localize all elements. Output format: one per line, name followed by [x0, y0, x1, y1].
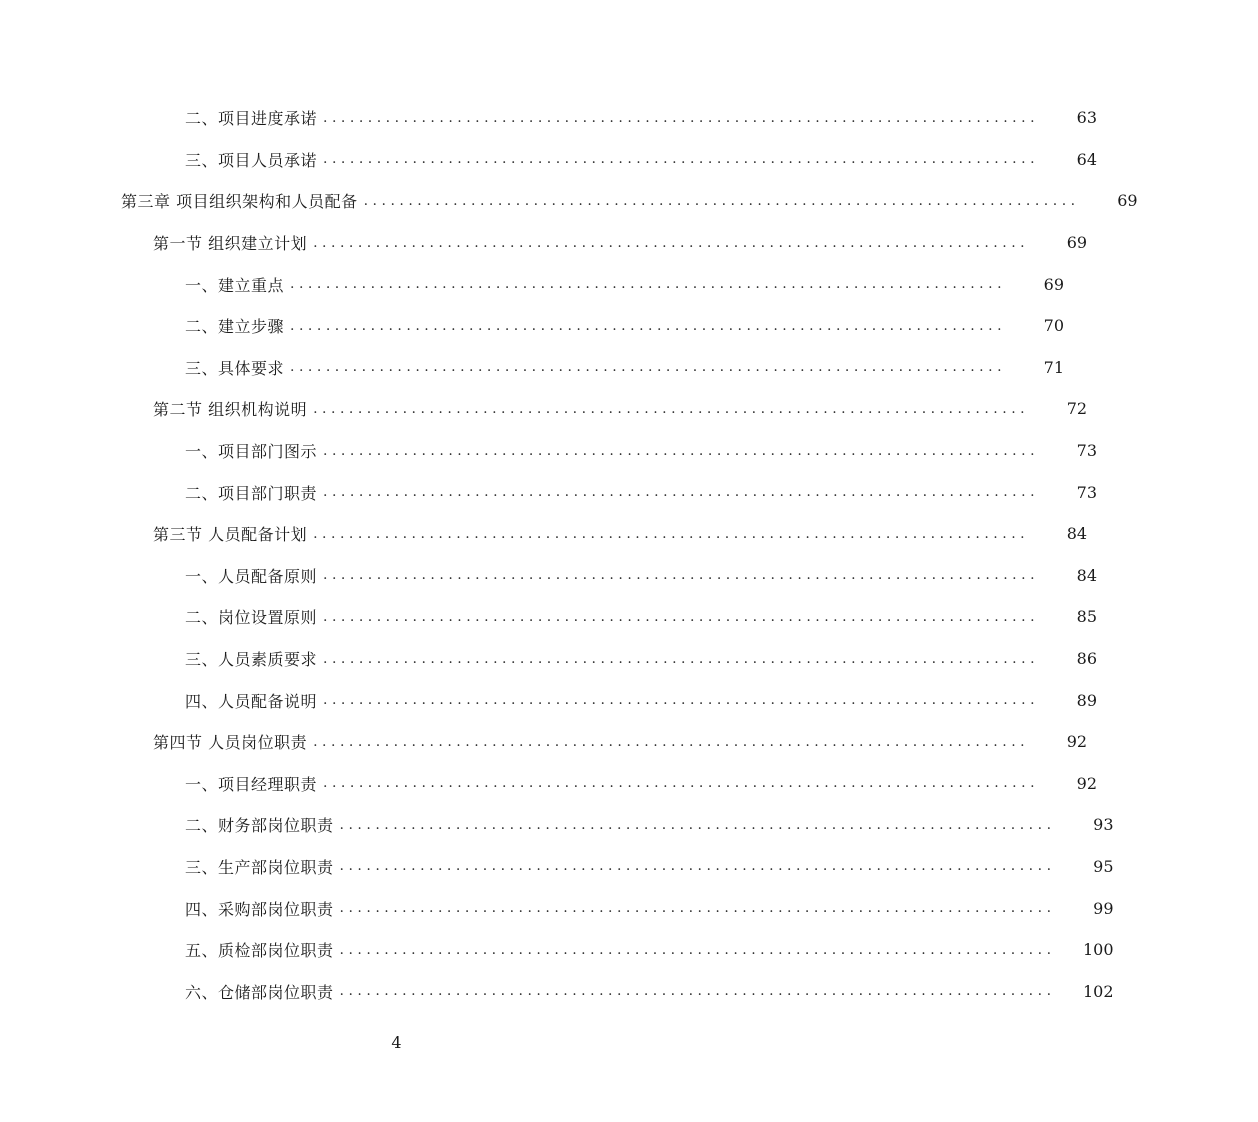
toc-entry-page: 69	[1043, 274, 1065, 294]
toc-leader-dots: ................................................................................	[339, 941, 1056, 958]
toc-entry-label: 一、建立重点	[185, 275, 285, 295]
toc-entry-page: 93	[1093, 815, 1114, 835]
toc-entry[interactable]	[0, 555, 1098, 597]
toc-leader-dots: ................................................................................	[313, 400, 1030, 417]
toc-entry[interactable]	[0, 97, 1098, 139]
toc-entry[interactable]	[0, 846, 1114, 888]
toc-entry-label: 三、具体要求	[185, 358, 285, 378]
toc-entry-label: 二、岗位设置原则	[185, 608, 318, 628]
toc-entry-page: 84	[1076, 565, 1098, 585]
toc-leader-dots: ................................................................................	[290, 276, 1007, 293]
toc-leader-dots: ................................................................................	[323, 608, 1040, 625]
toc-entry-label: 三、生产部岗位职责	[185, 857, 334, 877]
toc-leader-dots: ................................................................................	[323, 442, 1040, 459]
toc-entry[interactable]	[0, 887, 1114, 929]
toc-leader-dots: ................................................................................	[339, 983, 1056, 1000]
toc-entry-page: 100	[1082, 940, 1114, 960]
toc-entry[interactable]	[0, 263, 1065, 305]
toc-entry[interactable]	[0, 430, 1098, 472]
toc-entry-page: 89	[1076, 690, 1098, 710]
toc-entry[interactable]	[0, 929, 1114, 971]
toc-entry[interactable]	[0, 139, 1098, 181]
toc-entry-label: 第二节 组织机构说明	[153, 400, 308, 420]
toc-entry[interactable]	[0, 804, 1114, 846]
toc-entry-label: 第三章 项目组织架构和人员配备	[121, 192, 358, 212]
toc-entry[interactable]	[0, 180, 1138, 222]
toc-entry[interactable]	[0, 679, 1098, 721]
toc-entry-page: 70	[1043, 316, 1065, 336]
toc-entry-page: 73	[1076, 482, 1098, 502]
toc-entry[interactable]	[0, 347, 1065, 389]
toc-entry-page: 102	[1082, 981, 1114, 1001]
toc-leader-dots: ................................................................................	[339, 900, 1056, 917]
table-of-contents	[0, 97, 1138, 1012]
toc-entry-label: 第三节 人员配备计划	[153, 525, 308, 545]
toc-entry-page: 69	[1117, 191, 1138, 211]
toc-leader-dots: ................................................................................	[313, 733, 1030, 750]
toc-leader-dots: ................................................................................	[339, 816, 1056, 833]
toc-entry-label: 第四节 人员岗位职责	[153, 733, 308, 753]
toc-entry-page: 92	[1076, 773, 1098, 793]
toc-leader-dots: ................................................................................	[313, 525, 1030, 542]
toc-leader-dots: ................................................................................	[323, 692, 1040, 709]
toc-entry[interactable]	[0, 970, 1114, 1012]
toc-leader-dots: ................................................................................	[323, 484, 1040, 501]
toc-entry[interactable]	[0, 596, 1098, 638]
toc-entry-page: 63	[1076, 108, 1098, 128]
toc-entry-label: 五、质检部岗位职责	[185, 941, 334, 961]
toc-entry-label: 四、人员配备说明	[185, 691, 318, 711]
toc-entry-label: 三、人员素质要求	[185, 650, 318, 670]
toc-entry-page: 72	[1066, 399, 1088, 419]
toc-entry-page: 64	[1076, 149, 1098, 169]
toc-entry[interactable]	[0, 721, 1088, 763]
toc-leader-dots: ................................................................................	[290, 317, 1007, 334]
toc-leader-dots: ................................................................................	[323, 109, 1040, 126]
toc-entry-label: 六、仓储部岗位职责	[185, 982, 334, 1002]
toc-leader-dots: ................................................................................	[313, 234, 1030, 251]
toc-entry[interactable]	[0, 388, 1088, 430]
toc-entry-page: 99	[1093, 898, 1114, 918]
toc-entry-label: 第一节 组织建立计划	[153, 234, 308, 254]
toc-entry-label: 四、采购部岗位职责	[185, 899, 334, 919]
toc-entry-page: 92	[1066, 732, 1088, 752]
toc-entry-label: 三、项目人员承诺	[185, 150, 318, 170]
toc-entry[interactable]	[0, 763, 1098, 805]
toc-entry-page: 69	[1066, 233, 1088, 253]
toc-leader-dots: ................................................................................	[323, 151, 1040, 168]
toc-entry-page: 85	[1076, 607, 1098, 627]
toc-leader-dots: ................................................................................	[339, 858, 1056, 875]
toc-entry[interactable]	[0, 638, 1098, 680]
toc-entry-page: 73	[1076, 441, 1098, 461]
toc-leader-dots: ................................................................................	[363, 192, 1080, 209]
toc-entry[interactable]	[0, 305, 1065, 347]
toc-entry[interactable]	[0, 513, 1088, 555]
toc-entry-page: 86	[1076, 649, 1098, 669]
toc-entry-label: 一、人员配备原则	[185, 566, 318, 586]
toc-entry-page: 95	[1093, 856, 1114, 876]
toc-entry-label: 一、项目经理职责	[185, 774, 318, 794]
toc-entry-page: 71	[1043, 357, 1065, 377]
toc-entry[interactable]	[0, 222, 1088, 264]
toc-entry[interactable]	[0, 471, 1098, 513]
toc-leader-dots: ................................................................................	[323, 567, 1040, 584]
page-number: 4	[391, 1033, 402, 1052]
toc-leader-dots: ................................................................................	[323, 775, 1040, 792]
toc-entry-label: 二、财务部岗位职责	[185, 816, 334, 836]
toc-entry-label: 二、项目进度承诺	[185, 109, 318, 129]
toc-entry-label: 二、建立步骤	[185, 317, 285, 337]
toc-entry-label: 一、项目部门图示	[185, 442, 318, 462]
toc-entry-page: 84	[1066, 524, 1088, 544]
toc-leader-dots: ................................................................................	[290, 359, 1007, 376]
toc-entry-label: 二、项目部门职责	[185, 483, 318, 503]
toc-leader-dots: ................................................................................	[323, 650, 1040, 667]
